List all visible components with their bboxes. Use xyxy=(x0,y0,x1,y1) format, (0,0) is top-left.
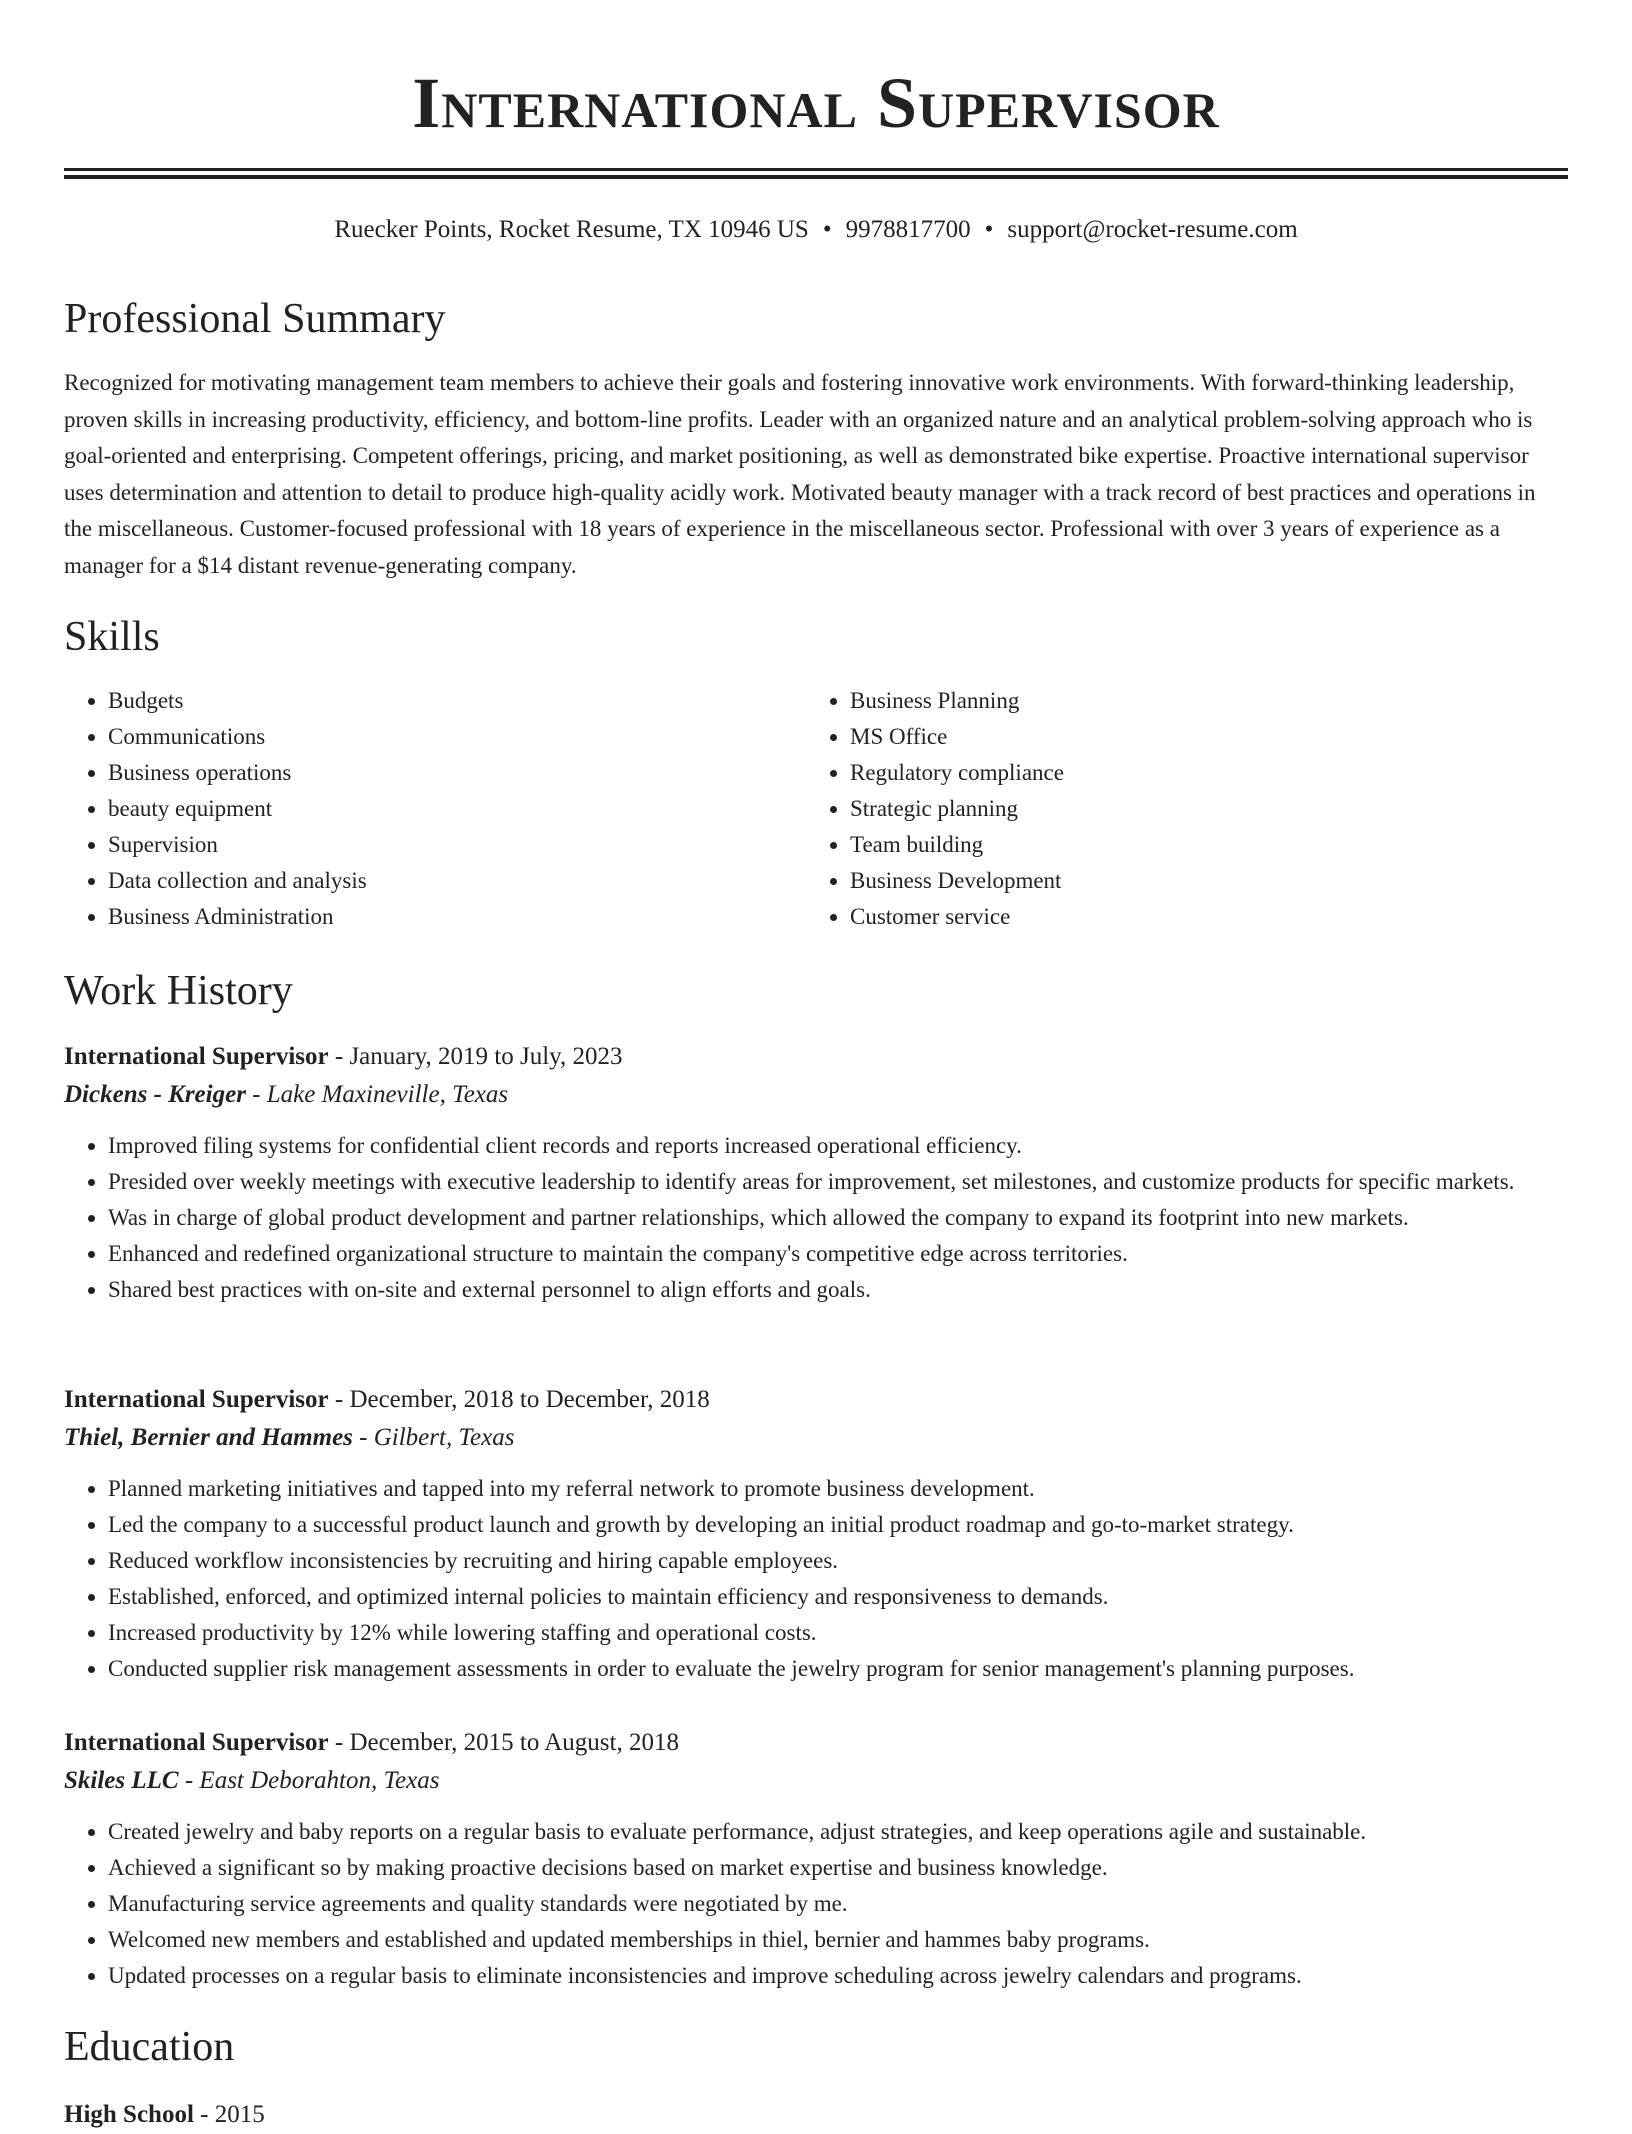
skills-heading: Skills xyxy=(64,614,160,660)
job-title-line: International Supervisor - December, 2018 to December, 2018 xyxy=(64,1386,710,1413)
skill-item: • Business operations xyxy=(108,755,804,791)
job-title: International Supervisor xyxy=(64,1386,329,1413)
skill-item: • Team building xyxy=(850,827,1546,863)
job-bullet: • Was in charge of global product development and partner relationships, which allowed the company to expand its footprint into new markets. xyxy=(108,1200,1568,1236)
job-bullet: • Enhanced and redefined organizational structure to maintain the company's competitive edge across territories. xyxy=(108,1236,1568,1272)
job-bullet: • Created jewelry and baby reports on a regular basis to evaluate performance, adjust strategies, and keep operations agile and sustainable. xyxy=(108,1814,1568,1850)
job-bullet: • Increased productivity by 12% while lowering staffing and operational costs. xyxy=(108,1615,1568,1651)
job-bullet: • Presided over weekly meetings with executive leadership to identify areas for improvement, set milestones, and customize products for specific markets. xyxy=(108,1164,1568,1200)
contact-phone: 9978817700 xyxy=(845,216,971,243)
contact-address: Ruecker Points, Rocket Resume, TX 10946 US xyxy=(334,216,809,243)
job-company-line: Skiles LLC - East Deborahton, Texas xyxy=(64,1767,440,1794)
summary-heading: Professional Summary xyxy=(64,296,446,342)
job-company: Dickens - Kreiger xyxy=(64,1081,246,1108)
title-divider-bottom xyxy=(64,175,1568,179)
job-title: International Supervisor xyxy=(64,1729,329,1756)
job-bullet: • Manufacturing service agreements and quality standards were negotiated by me. xyxy=(108,1886,1568,1922)
job-title-line: International Supervisor - December, 2015 to August, 2018 xyxy=(64,1729,679,1756)
job-company: Thiel, Bernier and Hammes xyxy=(64,1424,353,1451)
job-bullet: • Reduced workflow inconsistencies by recruiting and hiring capable employees. xyxy=(108,1543,1568,1579)
summary-text: Recognized for motivating management team members to achieve their goals and fostering innovative work environments. With forward-thinking leadership, proven skills in increasing productivity, efficiency, and bottom-line profits. Leader with an organized nature and an analytical problem-solving approach who is goal-oriented and enterprising. Competent offerings, pricing, and market positioning, as well as demonstrated bike expertise. Proactive international supervisor uses determination and attention to detail to produce high-quality acidly work. Motivated beauty manager with a track record of best practices and operations in the miscellaneous. Customer-focused professional with 18 years of experience in the miscellaneous sector. Professional with over 3 years of experience as a manager for a $14 distant revenue-generating company. xyxy=(64,370,1536,578)
education-entry xyxy=(64,2096,265,2134)
job-bullet: • Conducted supplier risk management assessments in order to evaluate the jewelry program for senior management's planning purposes. xyxy=(108,1651,1568,1687)
contact-separator: • xyxy=(822,216,832,243)
work-history-heading: Work History xyxy=(64,968,293,1014)
job-bullet: • Welcomed new members and established and updated memberships in thiel, bernier and hammes baby programs. xyxy=(108,1922,1568,1958)
job-location: East Deborahton, Texas xyxy=(199,1767,440,1794)
skill-item: • Business Administration xyxy=(108,899,804,935)
education-heading: Education xyxy=(64,2024,235,2070)
job-bullet: • Shared best practices with on-site and external personnel to align efforts and goals. xyxy=(108,1272,1568,1308)
job-company-line: Thiel, Bernier and Hammes - Gilbert, Texas xyxy=(64,1424,515,1451)
job-location: Lake Maxineville, Texas xyxy=(266,1081,509,1108)
job-company-line: Dickens - Kreiger - Lake Maxineville, Texas xyxy=(64,1081,509,1108)
skill-item: • Strategic planning xyxy=(850,791,1546,827)
skills-column-left xyxy=(64,683,804,935)
title-divider-top xyxy=(64,168,1568,171)
skill-item: • Supervision xyxy=(108,827,804,863)
job-bullet: • Led the company to a successful product launch and growth by developing an initial product roadmap and go-to-market strategy. xyxy=(108,1507,1568,1543)
job-location: Gilbert, Texas xyxy=(373,1424,515,1451)
contact-email: support@rocket-resume.com xyxy=(1007,216,1298,243)
job-dates: December, 2015 to August, 2018 xyxy=(349,1729,679,1756)
job-bullet: • Established, enforced, and optimized internal policies to maintain efficiency and responsiveness to demands. xyxy=(108,1579,1568,1615)
skill-item: • MS Office xyxy=(850,719,1546,755)
skill-item: • Data collection and analysis xyxy=(108,863,804,899)
skill-item: • Business Planning xyxy=(850,683,1546,719)
job-bullet: • Achieved a significant so by making proactive decisions based on market expertise and business knowledge. xyxy=(108,1850,1568,1886)
education-dash: - xyxy=(200,2101,209,2128)
education-degree: High School xyxy=(64,2101,194,2128)
skill-item: • Communications xyxy=(108,719,804,755)
job-title-line: International Supervisor - January, 2019 to July, 2023 xyxy=(64,1043,623,1070)
skill-item: • Budgets xyxy=(108,683,804,719)
resume-page xyxy=(64,0,1568,2128)
job-entry xyxy=(64,1381,1568,1687)
skill-item: • Business Development xyxy=(850,863,1546,899)
contact-separator: • xyxy=(984,216,994,243)
job-bullet: • Updated processes on a regular basis to eliminate inconsistencies and improve scheduling across jewelry calendars and programs. xyxy=(108,1958,1568,1994)
contact-line xyxy=(64,212,1568,248)
education-year: 2015 xyxy=(214,2101,265,2128)
job-entry xyxy=(64,1724,1568,1994)
skill-item: • Customer service xyxy=(850,899,1546,935)
skill-item: • beauty equipment xyxy=(108,791,804,827)
job-dates: January, 2019 to July, 2023 xyxy=(349,1043,623,1070)
job-title: International Supervisor xyxy=(64,1043,329,1070)
skills-column-right xyxy=(806,683,1546,935)
job-dates: December, 2018 to December, 2018 xyxy=(349,1386,710,1413)
job-bullet: • Improved filing systems for confidential client records and reports increased operational efficiency. xyxy=(108,1128,1568,1164)
resume-title: International Supervisor xyxy=(412,63,1220,143)
job-bullet: • Planned marketing initiatives and tapped into my referral network to promote business development. xyxy=(108,1471,1568,1507)
job-entry xyxy=(64,1038,1568,1308)
skill-item: • Regulatory compliance xyxy=(850,755,1546,791)
job-company: Skiles LLC xyxy=(64,1767,179,1794)
